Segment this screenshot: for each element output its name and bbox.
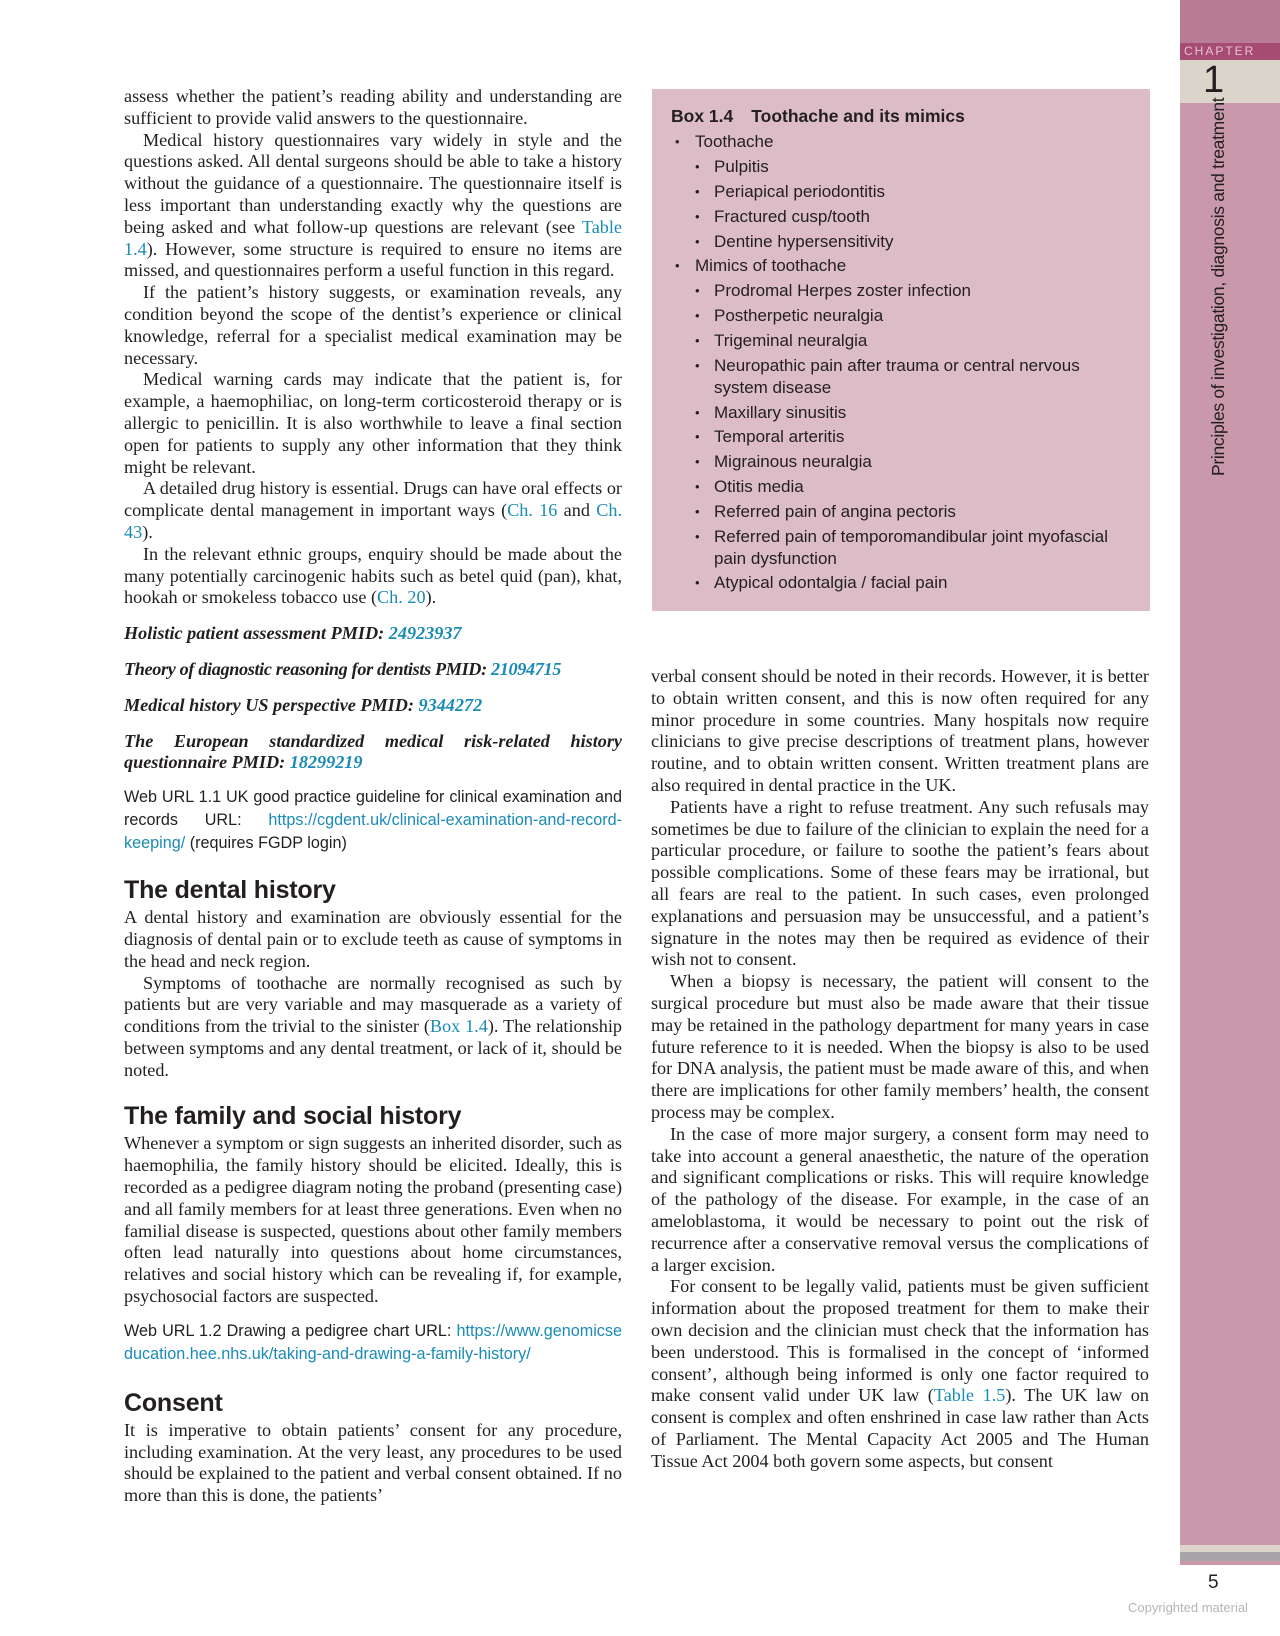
sidebar-bottom-strip: [1180, 1545, 1280, 1552]
paragraph: It is imperative to obtain patients’ consent for any procedure, including examination. At the very least, any procedures to be used should be explained to the patient and verbal consent obtained. If no more than this is done, the patients’: [124, 1419, 622, 1506]
list-item: • Trigeminal neuralgia: [671, 330, 1132, 352]
text: ). The relationship between symptoms and any dental treatment, or lack of it, should be noted.: [124, 1016, 622, 1080]
text: For consent to be legally valid, patients must be given sufficient information about the proposed treatment for them to make their own decision and the clinician must check that the information has been understood. This is formalised in the concept of ‘informed consent’, although being informed is only one factor required to make consent valid under UK law (: [651, 1276, 1149, 1406]
reference-diagnostic-reasoning: [124, 659, 622, 681]
text: Medical history questionnaires vary widely in style and the questions asked. All dental surgeons should be able to take a history without the guidance of a questionnaire. The questionnaire itself is less important than understanding exactly why the questions are being asked and what follow-up questions are relevant (see: [124, 129, 622, 237]
pmid-link[interactable]: 9344272: [418, 694, 483, 715]
chapter-title: Principles of investigation, diagnosis and treatment: [1208, 97, 1228, 476]
reference-label: Theory of diagnostic reasoning for dentists PMID:: [124, 658, 491, 679]
list-item: • Referred pain of angina pectoris: [671, 501, 1132, 523]
paragraph: Medical warning cards may indicate that the patient is, for example, a haemophiliac, on long-term corticosteroid therapy or is allergic to penicillin. It is also worthwhile to leave a final section open for patients to supply any other information that they think might be relevant.: [124, 369, 622, 477]
list-item: • Maxillary sinusitis: [671, 402, 1132, 424]
web-url-link[interactable]: https://cgdent.uk/clinical-examination-and-record-keeping/: [124, 811, 622, 853]
box-list: [671, 131, 1132, 594]
paragraph: [124, 544, 622, 609]
list-item: • Temporal arteritis: [671, 426, 1132, 448]
ch-43-link[interactable]: Ch. 43: [124, 500, 622, 542]
list-item: • Fractured cusp/tooth: [671, 206, 1132, 228]
text: ). However, some structure is required to ensure no items are missed, and questionnaires perform a useful function in this regard.: [124, 238, 622, 281]
text: A detailed drug history is essential. Drugs can have oral effects or complicate dental management in important ways (: [124, 478, 622, 521]
list-item: • Mimics of toothache: [671, 255, 1132, 277]
reference-label: Holistic patient assessment PMID:: [124, 623, 389, 644]
paragraph: verbal consent should be noted in their records. However, it is better to obtain written consent, and this is now often required for any minor procedure in some countries. Many hospitals now require clinicians to give precise descriptions of treatment plans, however routine, and to obtain written consent. Written treatment plans are also required in dental practice in the UK.: [651, 666, 1149, 795]
list-item: • Migrainous neuralgia: [671, 451, 1132, 473]
paragraph: [124, 478, 622, 543]
page-number: 5: [1208, 1572, 1219, 1593]
table-1-4-link[interactable]: Table 1.4: [124, 216, 622, 259]
chapter-sidebar: [1180, 0, 1280, 1565]
paragraph: A dental history and examination are obviously essential for the diagnosis of dental pain or to exclude teeth as cause of symptoms in the head and neck region.: [124, 907, 622, 971]
paragraph: Whenever a symptom or sign suggests an inherited disorder, such as haemophilia, the family history should be elicited. Ideally, this is recorded as a pedigree diagram noting the proband (presenting case) and all family members for at least three generations. Even when no familial disease is suspected, questions about other family members often lead naturally into questions about home circumstances, relatives and social history which can be revealing if, for example, psychosocial factors are suspected.: [124, 1133, 622, 1307]
reference-label: The European standardized medical risk-related history questionnaire PMID:: [124, 730, 622, 773]
pmid-link[interactable]: 18299219: [289, 752, 363, 773]
list-item: • Postherpetic neuralgia: [671, 305, 1132, 327]
ch-16-link[interactable]: Ch. 16: [507, 500, 558, 521]
pmid-link[interactable]: 24923937: [388, 623, 462, 644]
chapter-number-box: [1180, 60, 1280, 103]
pmid-link[interactable]: 21094715: [491, 658, 561, 679]
box-1-4-link[interactable]: Box 1.4: [429, 1016, 488, 1037]
chapter-label: CHAPTER: [1180, 43, 1280, 60]
paragraph: If the patient’s history suggests, or examination reveals, any condition beyond the scope of the dentist’s experience or clinical knowledge, referral for a specialist medical examination may be necessary.: [124, 282, 622, 368]
paragraph: [124, 973, 622, 1082]
sidebar-bottom-strip: [1180, 1552, 1280, 1561]
ch-20-link[interactable]: Ch. 20: [377, 587, 426, 608]
section-heading-family-history: The family and social history: [124, 1102, 462, 1131]
list-item: • Periapical periodontitis: [671, 181, 1132, 203]
section-heading-dental-history: The dental history: [124, 876, 336, 905]
web-url-link[interactable]: https://www.genomicseducation.hee.nhs.uk/taking-and-drawing-a-family-history/: [124, 1321, 622, 1363]
reference-european-questionnaire: [124, 731, 622, 775]
paragraph: Patients have a right to refuse treatment. Any such refusals may sometimes be due to failure of the clinician to explain the need for a particular procedure, or failure to soothe the patient’s fears about possible complications. Some of these fears may be irrational, but all fears are real to the patient. In such cases, even prolonged explanations and persuasion may be unsuccessful, and a patient’s signature in the notes may then be required as evidence of their wish not to consent.: [651, 796, 1149, 970]
reference-medical-history-us: [124, 695, 622, 717]
text: ).: [142, 521, 153, 542]
list-item: • Referred pain of temporomandibular joint myofascial pain dysfunction: [671, 526, 1132, 569]
paragraph: When a biopsy is necessary, the patient will consent to the surgical procedure but must also be made aware that their tissue may be retained in the pathology department for many years in case future reference to it is needed. When the biopsy is also to be used for DNA analysis, the patient must be made aware of this, and when there are implications for other family members’ health, the consent process may be complex.: [651, 971, 1149, 1122]
list-item: • Prodromal Herpes zoster infection: [671, 280, 1132, 302]
sidebar-top-band: [1180, 0, 1280, 43]
reference-label: Medical history US perspective PMID:: [124, 694, 419, 715]
web-url-label: Web URL 1.1 UK good practice guideline for clinical examination and records URL:: [124, 788, 622, 830]
list-item: • Toothache: [671, 131, 1132, 153]
list-item: • Otitis media: [671, 476, 1132, 498]
reference-holistic: [124, 623, 622, 645]
list-item: • Pulpitis: [671, 156, 1132, 178]
text: Symptoms of toothache are normally recognised as such by patients but are very variable and may masquerade as a variety of conditions from the trivial to the sinister (: [124, 972, 622, 1037]
box-title-text: Toothache and its mimics: [751, 106, 965, 126]
text: ).: [425, 587, 437, 608]
web-url-label: Web URL 1.2 Drawing a pedigree chart URL:: [124, 1321, 457, 1340]
text: and: [557, 500, 597, 521]
paragraph: assess whether the patient’s reading ability and understanding are sufficient to provide valid answers to the questionnaire.: [124, 86, 622, 128]
box-title: [671, 104, 1132, 128]
paragraph: In the case of more major surgery, a consent form may need to take into account a general anaesthetic, the nature of the operation and significant complications or risks. This will require knowledge of the pathology of the disease. For example, in the case of an ameloblastoma, it would be necessary to point out the risk of recurrence after a conservative removal versus the complications of a larger excision.: [651, 1123, 1149, 1275]
section-heading-consent: Consent: [124, 1388, 223, 1417]
copyright-notice: Copyrighted material: [1128, 1600, 1248, 1615]
list-item: • Dentine hypersensitivity: [671, 231, 1132, 253]
box-toothache-mimics: [652, 89, 1150, 611]
right-column: [651, 666, 1149, 1472]
web-url-1-2: [124, 1320, 622, 1366]
box-number: Box 1.4: [671, 106, 734, 126]
list-item: • Neuropathic pain after trauma or central nervous system disease: [671, 355, 1132, 398]
paragraph: [124, 130, 622, 283]
list-item: • Atypical odontalgia / facial pain: [671, 572, 1132, 594]
paragraph: [651, 1276, 1149, 1472]
left-column: [124, 86, 622, 1507]
table-1-5-link[interactable]: Table 1.5: [933, 1385, 1006, 1406]
web-url-1-1: [124, 786, 622, 855]
chapter-number: 1: [1203, 59, 1225, 101]
text: ). The UK law on consent is complex and often enshrined in case law rather than Acts of Parliament. The Mental Capacity Act 2005 and The Human Tissue Act 2004 both govern some aspects, but consent: [651, 1385, 1149, 1471]
web-url-suffix: (requires FGDP login): [185, 834, 347, 853]
text: In the relevant ethnic groups, enquiry should be made about the many potentially carcinogenic habits such as betel quid (pan), khat, hookah or smokeless tobacco use (: [124, 543, 622, 608]
